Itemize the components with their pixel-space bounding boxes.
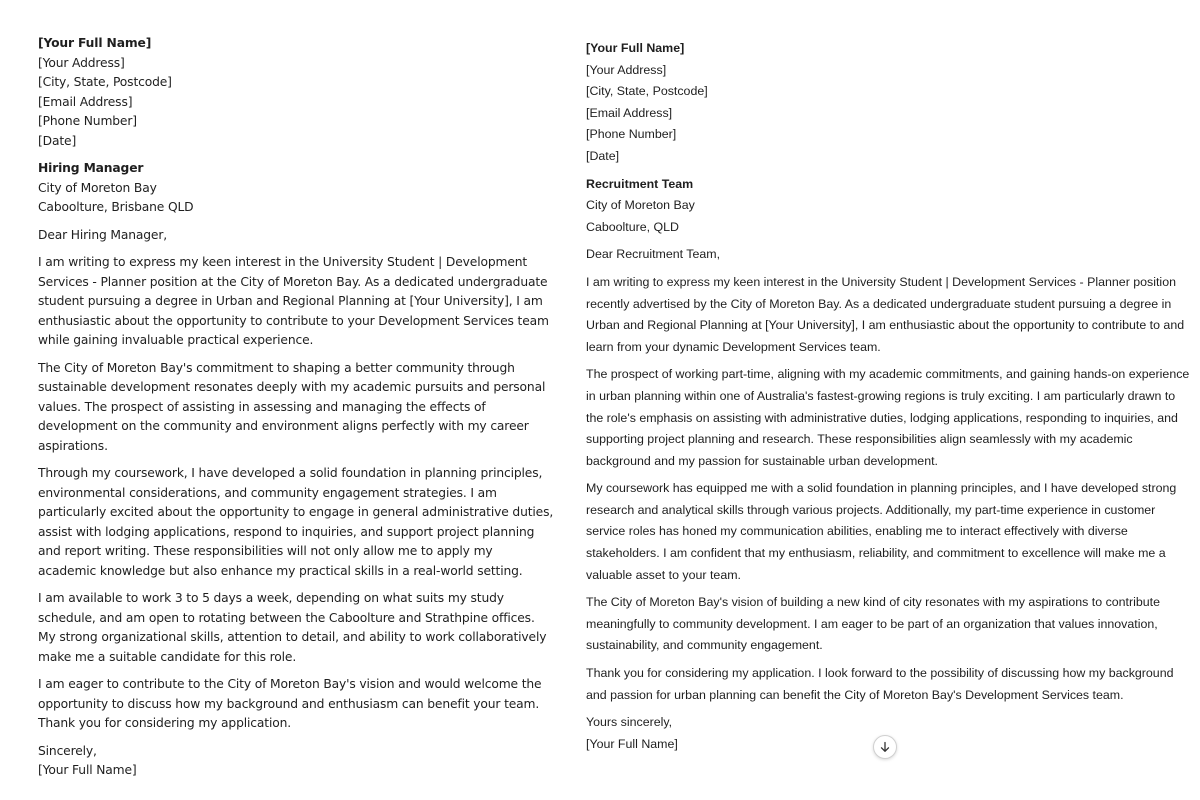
sender-email: [Email Address] [38, 94, 133, 109]
sender-details [38, 34, 554, 151]
sender-details [586, 38, 1190, 168]
letter-date: [Date] [38, 133, 77, 148]
recipient-location: Caboolture, QLD [586, 219, 679, 234]
sender-name: [Your Full Name] [38, 36, 152, 50]
closing: Yours sincerely, [586, 715, 673, 730]
sender-address: [Your Address] [586, 62, 667, 77]
sender-email: [Email Address] [586, 105, 673, 120]
body-paragraph: My coursework has equipped me with a solid foundation in planning principles, and I have developed strong research and analytical skills through various projects. Additionally, my part-time experience in customer service roles has honed my communication abilities, enabling me to interact effectively with diverse stakeholders. I am confident that my enthusiasm, reliability, and commitment to excellence will make me a valuable asset to your team. [586, 481, 1177, 582]
recipient-title: Recruitment Team [586, 176, 694, 191]
recipient-details [586, 174, 1190, 239]
body-paragraph: Thank you for considering my application. I look forward to the possibility of discussing how my background and passion for urban planning can benefit the City of Moreton Bay's Development Services team. [586, 666, 1174, 702]
arrow-down-icon [879, 741, 891, 753]
sender-city: [City, State, Postcode] [38, 75, 172, 89]
recipient-location: Caboolture, Brisbane QLD [38, 200, 194, 214]
sender-phone: [Phone Number] [38, 114, 137, 128]
recipient-title: Hiring Manager [38, 161, 144, 175]
recipient-details [38, 159, 554, 218]
scroll-down-button[interactable] [873, 735, 897, 759]
salutation: Dear Recruitment Team, [586, 247, 721, 262]
sender-phone: [Phone Number] [586, 127, 677, 142]
body-paragraph: Through my coursework, I have developed a solid foundation in planning principles, environmental considerations, and community engagement strategies. I am particularly excited about the opportunity to engage in general administrative duties, assist with lodging applications, respond to inquiries, and support project planning and report writing. These responsibilities will not only allow me to apply my academic knowledge but also enhance my practical skills in a real-world setting. [38, 466, 554, 578]
right-cover-letter [586, 38, 1190, 755]
sender-address: [Your Address] [38, 55, 125, 70]
recipient-org: City of Moreton Bay [38, 180, 157, 195]
recipient-org: City of Moreton Bay [586, 198, 695, 213]
signature: [Your Full Name] [586, 736, 678, 751]
body-paragraph: I am available to work 3 to 5 days a week, depending on what suits my study schedule, and am open to rotating between the Caboolture and Strathpine offices. My strong organizational skills, attention to detail, and ability to work collaboratively make me a suitable candidate for this role. [38, 591, 547, 664]
letter-date: [Date] [586, 148, 620, 163]
body-paragraph: I am writing to express my keen interest in the University Student | Development Services - Planner position at the City of Moreton Bay. As a dedicated undergraduate student pursuing a degree in Urban and Regional Planning at [Your University], I am enthusiastic about the opportunity to contribute to your Development Services team while gaining invaluable practical experience. [38, 255, 549, 347]
body-paragraph: I am eager to contribute to the City of Moreton Bay's vision and would welcome the opportunity to discuss how my background and enthusiasm can benefit your team. Thank you for considering my application. [38, 677, 542, 730]
body-paragraph: I am writing to express my keen interest in the University Student | Development Services - Planner position recently advertised by the City of Moreton Bay. As a dedicated undergraduate student pursuing a degree in Urban and Regional Planning at [Your University], I am enthusiastic about the opportunity to contribute to and learn from your dynamic Development Services team. [586, 274, 1185, 354]
body-paragraph: The City of Moreton Bay's vision of building a new kind of city resonates with my aspirations to contribute meaningfully to community development. I am eager to be part of an organization that values innovation, sustainability, and community engagement. [586, 595, 1160, 653]
left-cover-letter [38, 34, 554, 781]
body-paragraph: The prospect of working part-time, aligning with my academic commitments, and gaining hands-on experience in urban planning within one of Australia's fastest-growing regions is truly exciting. I am particularly drawn to the role's emphasis on assisting with administrative duties, lodging applications, responding to inquiries, and supporting project planning and research. These responsibilities align seamlessly with my academic background and my passion for sustainable urban development. [586, 367, 1190, 468]
sender-name: [Your Full Name] [586, 41, 685, 55]
signature: [Your Full Name] [38, 763, 137, 777]
body-paragraph: The City of Moreton Bay's commitment to shaping a better community through sustainable development resonates deeply with my academic pursuits and personal values. The prospect of assisting in assessing and managing the effects of development on the community and environment aligns perfectly with my career aspirations. [38, 360, 546, 453]
sender-city: [City, State, Postcode] [586, 84, 708, 99]
closing: Sincerely, [38, 743, 97, 758]
salutation: Dear Hiring Manager, [38, 227, 167, 242]
